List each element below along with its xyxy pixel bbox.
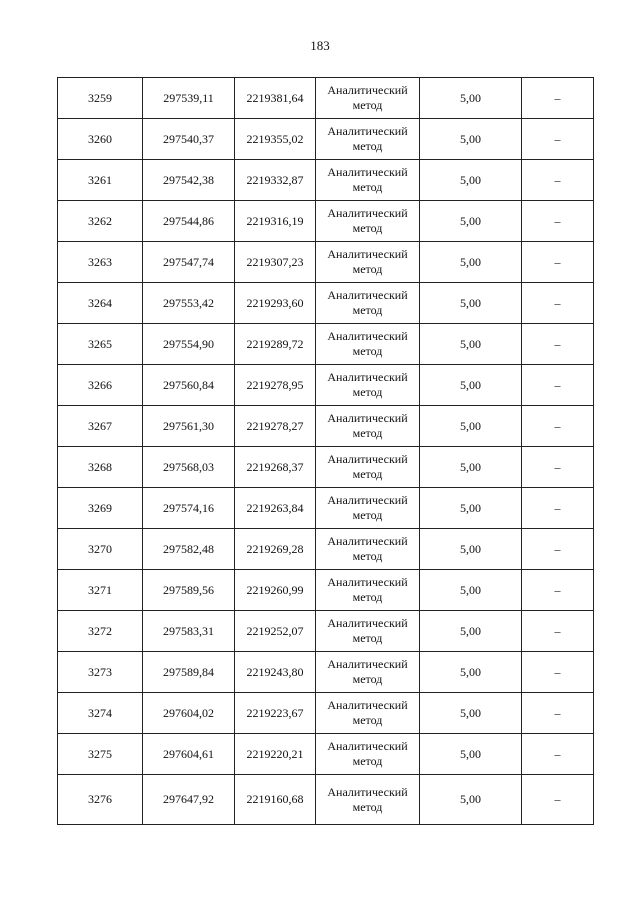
precision-cell: 5,00 <box>420 160 522 201</box>
table-row <box>58 652 594 693</box>
description-cell: – <box>522 693 594 734</box>
method-cell <box>316 693 420 734</box>
method-line-2: метод <box>352 221 383 235</box>
method-line-1: Аналитический <box>327 288 408 302</box>
x-coordinate-cell: 297582,48 <box>143 529 235 570</box>
precision-cell: 5,00 <box>420 283 522 324</box>
method-line-2: метод <box>352 180 383 194</box>
description-cell: – <box>522 365 594 406</box>
method-line-1: Аналитический <box>327 411 408 425</box>
y-coordinate-cell: 2219263,84 <box>235 488 316 529</box>
table-row <box>58 119 594 160</box>
point-number-cell: 3272 <box>58 611 143 652</box>
table-row <box>58 242 594 283</box>
method-line-2: метод <box>352 672 383 686</box>
method-cell <box>316 406 420 447</box>
y-coordinate-cell: 2219269,28 <box>235 529 316 570</box>
precision-cell: 5,00 <box>420 611 522 652</box>
method-line-1: Аналитический <box>327 124 408 138</box>
table-row <box>58 201 594 242</box>
x-coordinate-cell: 297547,74 <box>143 242 235 283</box>
method-cell <box>316 160 420 201</box>
precision-cell: 5,00 <box>420 201 522 242</box>
method-cell <box>316 611 420 652</box>
method-line-1: Аналитический <box>327 329 408 343</box>
description-cell: – <box>522 324 594 365</box>
x-coordinate-cell: 297554,90 <box>143 324 235 365</box>
method-cell <box>316 119 420 160</box>
method-line-1: Аналитический <box>327 575 408 589</box>
y-coordinate-cell: 2219293,60 <box>235 283 316 324</box>
table-row <box>58 734 594 775</box>
precision-cell: 5,00 <box>420 693 522 734</box>
precision-cell: 5,00 <box>420 529 522 570</box>
precision-cell: 5,00 <box>420 324 522 365</box>
method-line-2: метод <box>352 631 383 645</box>
y-coordinate-cell: 2219278,27 <box>235 406 316 447</box>
table-row <box>58 283 594 324</box>
precision-cell: 5,00 <box>420 78 522 119</box>
method-line-1: Аналитический <box>327 534 408 548</box>
table-row <box>58 488 594 529</box>
y-coordinate-cell: 2219160,68 <box>235 775 316 825</box>
method-line-1: Аналитический <box>327 657 408 671</box>
x-coordinate-cell: 297583,31 <box>143 611 235 652</box>
coordinates-table <box>57 77 594 825</box>
coordinates-table-body <box>58 78 594 825</box>
method-cell <box>316 324 420 365</box>
method-cell <box>316 488 420 529</box>
method-line-2: метод <box>352 139 383 153</box>
method-line-2: метод <box>352 303 383 317</box>
point-number-cell: 3276 <box>58 775 143 825</box>
description-cell: – <box>522 242 594 283</box>
page-number: 183 <box>310 38 330 53</box>
point-number-cell: 3270 <box>58 529 143 570</box>
x-coordinate-cell: 297604,02 <box>143 693 235 734</box>
method-cell <box>316 283 420 324</box>
y-coordinate-cell: 2219381,64 <box>235 78 316 119</box>
method-line-2: метод <box>352 262 383 276</box>
table-row <box>58 775 594 825</box>
precision-cell: 5,00 <box>420 447 522 488</box>
y-coordinate-cell: 2219355,02 <box>235 119 316 160</box>
table-row <box>58 78 594 119</box>
method-cell <box>316 529 420 570</box>
method-cell <box>316 78 420 119</box>
description-cell: – <box>522 283 594 324</box>
method-line-1: Аналитический <box>327 698 408 712</box>
point-number-cell: 3259 <box>58 78 143 119</box>
x-coordinate-cell: 297568,03 <box>143 447 235 488</box>
precision-cell: 5,00 <box>420 406 522 447</box>
x-coordinate-cell: 297589,56 <box>143 570 235 611</box>
precision-cell: 5,00 <box>420 734 522 775</box>
description-cell: – <box>522 611 594 652</box>
x-coordinate-cell: 297589,84 <box>143 652 235 693</box>
table-row <box>58 324 594 365</box>
y-coordinate-cell: 2219260,99 <box>235 570 316 611</box>
method-line-2: метод <box>352 713 383 727</box>
table-row <box>58 447 594 488</box>
method-cell <box>316 365 420 406</box>
x-coordinate-cell: 297560,84 <box>143 365 235 406</box>
precision-cell: 5,00 <box>420 119 522 160</box>
point-number-cell: 3267 <box>58 406 143 447</box>
table-row <box>58 693 594 734</box>
method-line-1: Аналитический <box>327 784 408 799</box>
description-cell: – <box>522 734 594 775</box>
precision-cell: 5,00 <box>420 652 522 693</box>
method-line-1: Аналитический <box>327 739 408 753</box>
method-line-2: метод <box>352 98 383 112</box>
method-cell <box>316 447 420 488</box>
description-cell: – <box>522 652 594 693</box>
method-line-1: Аналитический <box>327 83 408 97</box>
x-coordinate-cell: 297542,38 <box>143 160 235 201</box>
x-coordinate-cell: 297553,42 <box>143 283 235 324</box>
table-row <box>58 570 594 611</box>
point-number-cell: 3264 <box>58 283 143 324</box>
point-number-cell: 3275 <box>58 734 143 775</box>
method-line-2: метод <box>352 590 383 604</box>
description-cell: – <box>522 406 594 447</box>
point-number-cell: 3268 <box>58 447 143 488</box>
point-number-cell: 3262 <box>58 201 143 242</box>
table-row <box>58 406 594 447</box>
method-line-2: метод <box>352 385 383 399</box>
method-line-1: Аналитический <box>327 247 408 261</box>
method-line-2: метод <box>352 799 383 814</box>
y-coordinate-cell: 2219243,80 <box>235 652 316 693</box>
precision-cell: 5,00 <box>420 365 522 406</box>
y-coordinate-cell: 2219289,72 <box>235 324 316 365</box>
method-line-2: метод <box>352 508 383 522</box>
x-coordinate-cell: 297539,11 <box>143 78 235 119</box>
method-line-2: метод <box>352 754 383 768</box>
description-cell: – <box>522 570 594 611</box>
y-coordinate-cell: 2219278,95 <box>235 365 316 406</box>
method-cell <box>316 570 420 611</box>
y-coordinate-cell: 2219316,19 <box>235 201 316 242</box>
method-line-2: метод <box>352 426 383 440</box>
method-cell <box>316 775 420 825</box>
method-line-2: метод <box>352 549 383 563</box>
point-number-cell: 3266 <box>58 365 143 406</box>
method-line-1: Аналитический <box>327 370 408 384</box>
description-cell: – <box>522 78 594 119</box>
table-row <box>58 160 594 201</box>
description-cell: – <box>522 775 594 825</box>
method-line-1: Аналитический <box>327 493 408 507</box>
precision-cell: 5,00 <box>420 775 522 825</box>
table-row <box>58 611 594 652</box>
point-number-cell: 3260 <box>58 119 143 160</box>
x-coordinate-cell: 297544,86 <box>143 201 235 242</box>
method-line-1: Аналитический <box>327 206 408 220</box>
description-cell: – <box>522 160 594 201</box>
point-number-cell: 3273 <box>58 652 143 693</box>
method-line-1: Аналитический <box>327 452 408 466</box>
point-number-cell: 3261 <box>58 160 143 201</box>
description-cell: – <box>522 201 594 242</box>
description-cell: – <box>522 447 594 488</box>
x-coordinate-cell: 297574,16 <box>143 488 235 529</box>
x-coordinate-cell: 297604,61 <box>143 734 235 775</box>
point-number-cell: 3263 <box>58 242 143 283</box>
method-line-2: метод <box>352 467 383 481</box>
table-row <box>58 365 594 406</box>
x-coordinate-cell: 297647,92 <box>143 775 235 825</box>
y-coordinate-cell: 2219268,37 <box>235 447 316 488</box>
x-coordinate-cell: 297540,37 <box>143 119 235 160</box>
method-cell <box>316 652 420 693</box>
point-number-cell: 3269 <box>58 488 143 529</box>
y-coordinate-cell: 2219220,21 <box>235 734 316 775</box>
y-coordinate-cell: 2219223,67 <box>235 693 316 734</box>
method-line-2: метод <box>352 344 383 358</box>
method-cell <box>316 201 420 242</box>
y-coordinate-cell: 2219332,87 <box>235 160 316 201</box>
method-line-1: Аналитический <box>327 165 408 179</box>
method-line-1: Аналитический <box>327 616 408 630</box>
point-number-cell: 3265 <box>58 324 143 365</box>
point-number-cell: 3274 <box>58 693 143 734</box>
table-row <box>58 529 594 570</box>
x-coordinate-cell: 297561,30 <box>143 406 235 447</box>
method-cell <box>316 242 420 283</box>
y-coordinate-cell: 2219307,23 <box>235 242 316 283</box>
precision-cell: 5,00 <box>420 242 522 283</box>
y-coordinate-cell: 2219252,07 <box>235 611 316 652</box>
description-cell: – <box>522 119 594 160</box>
precision-cell: 5,00 <box>420 488 522 529</box>
description-cell: – <box>522 529 594 570</box>
description-cell: – <box>522 488 594 529</box>
method-cell <box>316 734 420 775</box>
precision-cell: 5,00 <box>420 570 522 611</box>
point-number-cell: 3271 <box>58 570 143 611</box>
